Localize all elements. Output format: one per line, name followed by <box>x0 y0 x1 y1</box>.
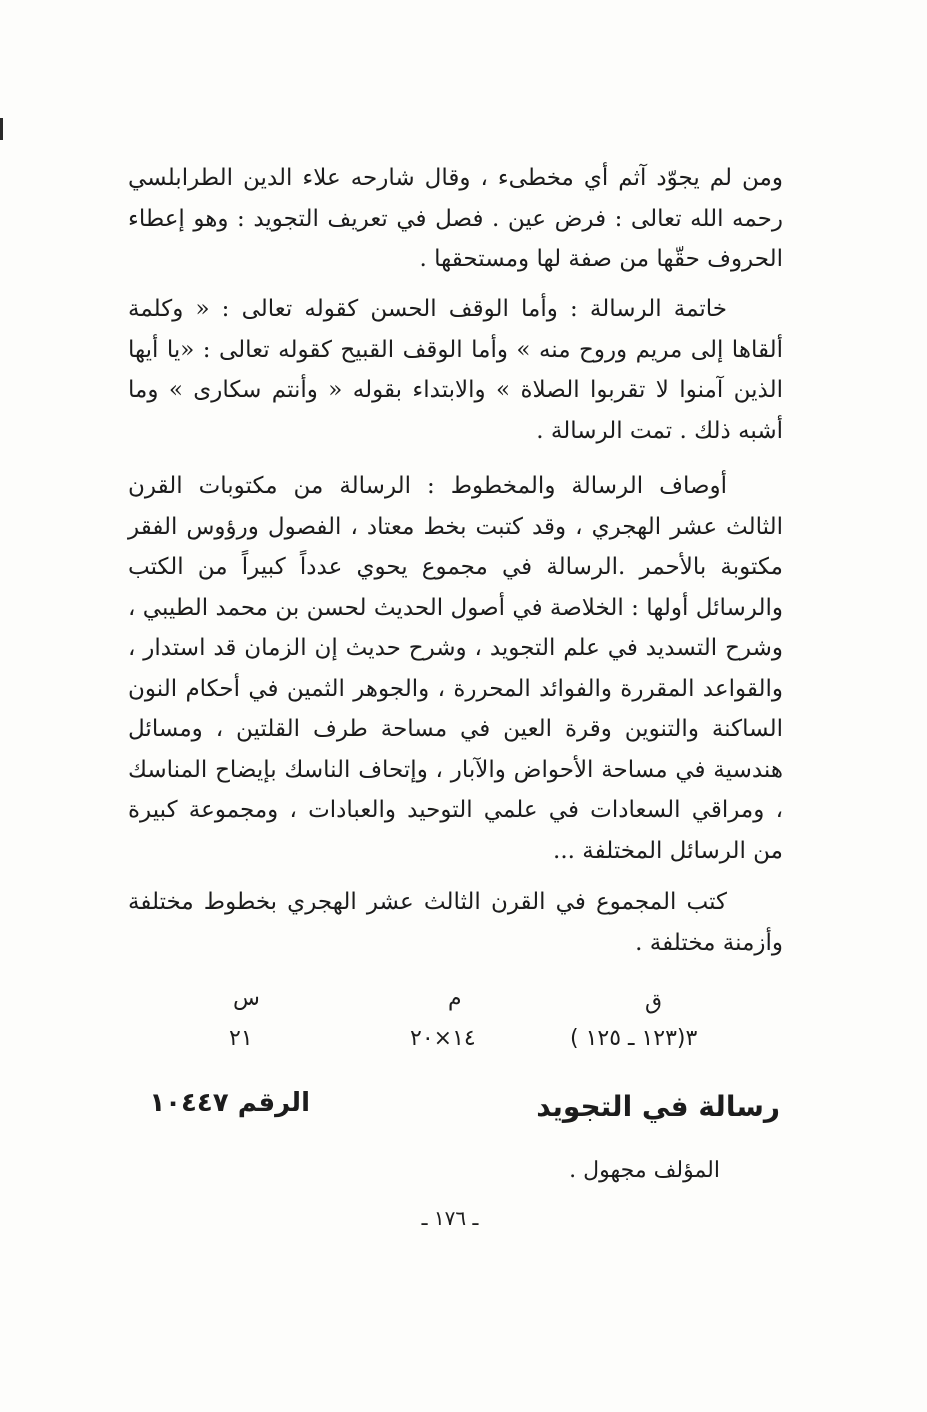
meta-label-lines: س <box>233 986 260 1011</box>
paragraph-text: كتب المجموع في القرن الثالث عشر الهجري بخطوط مختلفة وأزمنة مختلفة . <box>128 889 783 956</box>
paragraph-conclusion <box>128 289 783 451</box>
paragraph-text: خاتمة الرسالة : وأما الوقف الحسن كقوله تعالى : « وكلمة ألقاها إلى مريم وروح منه » وأما الوقف القبيح كقوله تعالى : «يا أيها الذين آمنوا لا تقربوا الصلاة » والابتداء بقوله « وأنتم سكارى » وما أشبه ذلك . تمت الرسالة . <box>128 296 783 444</box>
paragraph-text: أوصاف الرسالة والمخطوط : الرسالة من مكتوبات القرن الثالث عشر الهجري ، وقد كتبت بخط معتاد ، الفصول ورؤوس الفقر مكتوبة بالأحمر .الرسالة في مجموع يحوي عدداً كبيراً من الكتب والرسائل أولها : الخلاصة في أصول الحديث لحسن بن محمد الطيبي ، وشرح التسديد في علم التجويد ، وشرح حديث إن الزمان قد استدار ، والقواعد المقررة والفوائد المحررة ، والجوهر الثمين في أحكام النون الساكنة والتنوين وقرة العين في مساحة طرف القلتين ، ومسائل هندسية في مساحة الأحواض والآبار ، وإتحاف الناسك بإيضاح المناسك ، ومراقي السعادات في علمي التوحيد والعبادات ، ومجموعة كبيرة من الرسائل المختلفة ... <box>128 473 783 864</box>
paragraph-collection-note <box>128 882 783 963</box>
entry-author: المؤلف مجهول . <box>569 1158 720 1183</box>
entry-title: رسالة في التجويد <box>536 1090 780 1123</box>
meta-label-size: م <box>448 986 462 1011</box>
page-number: ـ ١٧٦ ـ <box>421 1206 479 1230</box>
paragraph-description <box>128 466 783 871</box>
paragraph-tajwid-definition <box>128 158 783 280</box>
entry-number: الرقم ١٠٤٤٧ <box>149 1088 310 1118</box>
meta-value-folios: ٣(١٢٣ ـ ١٢٥ ) <box>570 1026 698 1051</box>
meta-value-lines: ٢١ <box>229 1026 253 1051</box>
page-edge-mark <box>0 118 3 140</box>
meta-value-size: ١٤×٢٠ <box>410 1026 476 1051</box>
meta-label-folios: ق <box>645 990 663 1015</box>
paragraph-text: ومن لم يجوّد آثم أي مخطىء ، وقال شارحه علاء الدين الطرابلسي رحمه الله تعالى : فرض عين . فصل في تعريف التجويد : وهو إعطاء الحروف حقّها من صفة لها ومستحقها . <box>128 165 783 272</box>
